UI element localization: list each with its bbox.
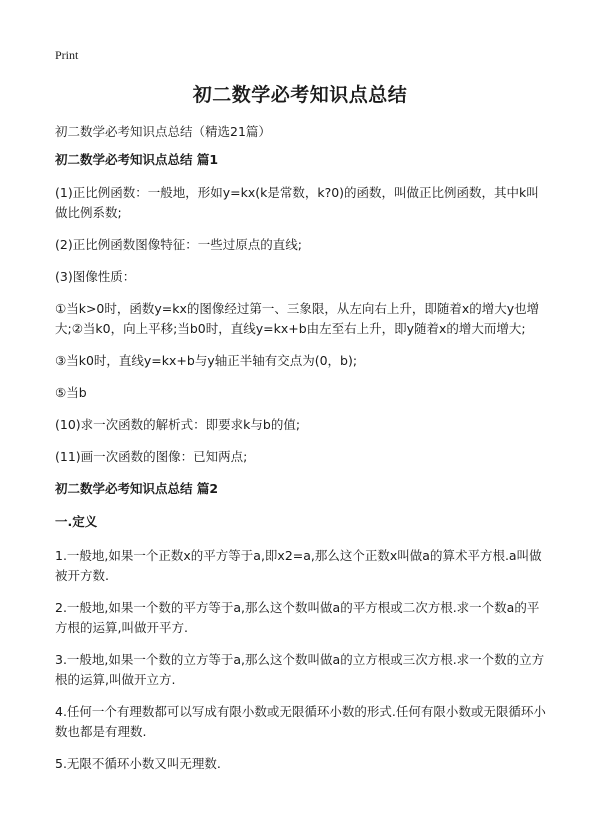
- paragraph: 2.一般地,如果一个数的平方等于a,那么这个数叫做a的平方根或二次方根.求一个数a的平方根的运算,叫做开平方.: [55, 600, 540, 635]
- paragraph: 4.任何一个有理数都可以写成有限小数或无限循环小数的形式.任何有限小数或无限循环小数也都是有理数.: [55, 704, 546, 739]
- paragraph: (2)正比例函数图像特征：一些过原点的直线;: [55, 237, 302, 252]
- paragraph: 5.无限不循环小数又叫无理数.: [55, 756, 221, 771]
- paragraph: (1)正比例函数：一般地，形如y=kx(k是常数，k?0)的函数，叫做正比例函数，其中k叫做比例系数;: [55, 185, 539, 220]
- document-body: [55, 150, 550, 786]
- print-label: Print: [55, 48, 79, 62]
- paragraph: 3.一般地,如果一个数的立方等于a,那么这个数叫做a的立方根或三次方根.求一个数的立方根的运算,叫做开立方.: [55, 652, 545, 687]
- paragraph: (11)画一次函数的图像：已知两点;: [55, 449, 248, 464]
- section-heading: 初二数学必考知识点总结 篇1: [55, 152, 219, 167]
- paragraph: ③当k0时，直线y=kx+b与y轴正半轴有交点为(0，b);: [55, 353, 358, 368]
- paragraph: (3)图像性质：: [55, 269, 136, 284]
- page-title: 初二数学必考知识点总结: [192, 84, 408, 106]
- subsection-heading: 一.定义: [55, 514, 98, 529]
- paragraph: 1.一般地,如果一个正数x的平方等于a,即x2=a,那么这个正数x叫做a的算术平方根.a叫做被开方数.: [55, 548, 542, 583]
- section-heading: 初二数学必考知识点总结 篇2: [55, 481, 219, 496]
- paragraph: ⑤当b: [55, 385, 87, 400]
- paragraph: ①当k>0时，函数y=kx的图像经过第一、三象限，从左向右上升，即随着x的增大y也增大;②当k0，向上平移;当b0时，直线y=kx+b由左至右上升，即y随着x的增大而增大;: [55, 301, 540, 336]
- paragraph: (10)求一次函数的解析式：即要求k与b的值;: [55, 417, 301, 432]
- document-subtitle: 初二数学必考知识点总结（精选21篇）: [55, 124, 271, 139]
